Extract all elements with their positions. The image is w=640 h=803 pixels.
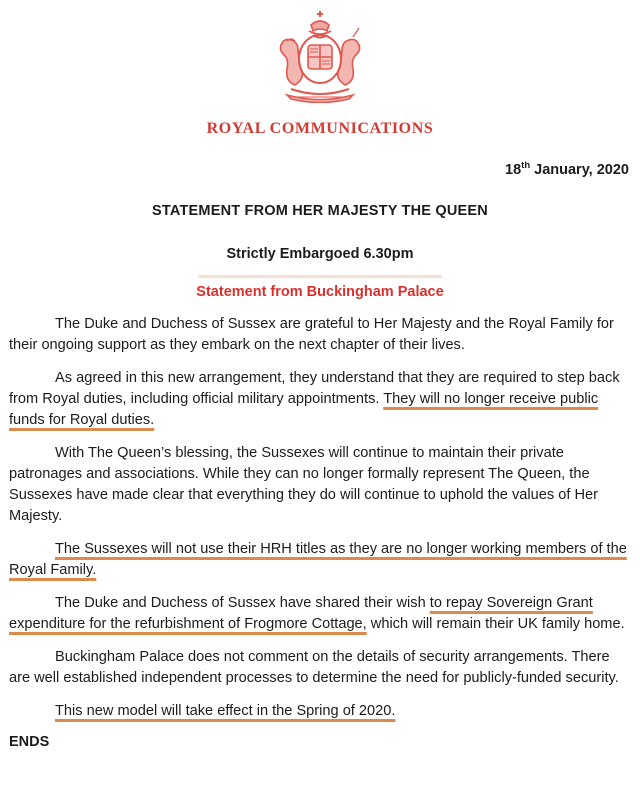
faded-underline-mark xyxy=(198,275,442,278)
paragraph-text: The Duke and Duchess of Sussex are grateful to Her Majesty and the Royal Family for their ongoing support as they embark on the next chapter of their lives. xyxy=(9,315,614,353)
paragraph-text: which will remain their UK family home. xyxy=(366,615,625,632)
body-paragraph xyxy=(9,701,631,722)
body-paragraph xyxy=(9,443,631,527)
ends-marker: ENDS xyxy=(9,733,50,750)
document-body xyxy=(9,314,631,722)
royal-crest-container xyxy=(9,7,631,103)
body-paragraph xyxy=(9,593,631,635)
body-paragraph xyxy=(9,647,631,689)
embargo-notice: Strictly Embargoed 6.30pm xyxy=(226,245,414,262)
underlined-text: The Sussexes will not use their HRH titles as they are no longer working members of the Royal Family. xyxy=(9,540,627,578)
underlined-text: This new model will take effect in the Spring of 2020. xyxy=(55,702,396,719)
document-date xyxy=(9,160,631,178)
body-paragraph xyxy=(9,539,631,581)
paragraph-text: With The Queen’s blessing, the Sussexes will continue to maintain their private patronages and associations. While they can no longer formally represent The Queen, the Sussexes have made clear that everything they do will continue to uphold the values of Her Majesty. xyxy=(9,444,598,524)
date-day: 18 xyxy=(505,161,522,178)
body-paragraph xyxy=(9,314,631,356)
royal-coat-of-arms-icon xyxy=(257,7,383,103)
date-rest: January, 2020 xyxy=(534,161,629,178)
statement-title: STATEMENT FROM HER MAJESTY THE QUEEN xyxy=(152,202,488,219)
underlined-text: They will no longer receive public funds for Royal duties. xyxy=(9,390,599,428)
organisation-title: ROYAL COMMUNICATIONS xyxy=(206,120,434,137)
paragraph-text: Buckingham Palace does not comment on the details of security arrangements. There are well established independent processes to determine the need for publicly-funded security. xyxy=(9,648,619,686)
statement-source: Statement from Buckingham Palace xyxy=(196,283,444,300)
date-ordinal: th xyxy=(521,160,531,171)
body-paragraph xyxy=(9,368,631,431)
paragraph-text: The Duke and Duchess of Sussex have shared their wish xyxy=(55,594,430,611)
paragraph-text: As agreed in this new arrangement, they understand that they are required to step back from Royal duties, including official military appointments. xyxy=(9,369,620,407)
underlined-text: to repay Sovereign Grant expenditure for the refurbishment of Frogmore Cottage, xyxy=(9,594,593,632)
